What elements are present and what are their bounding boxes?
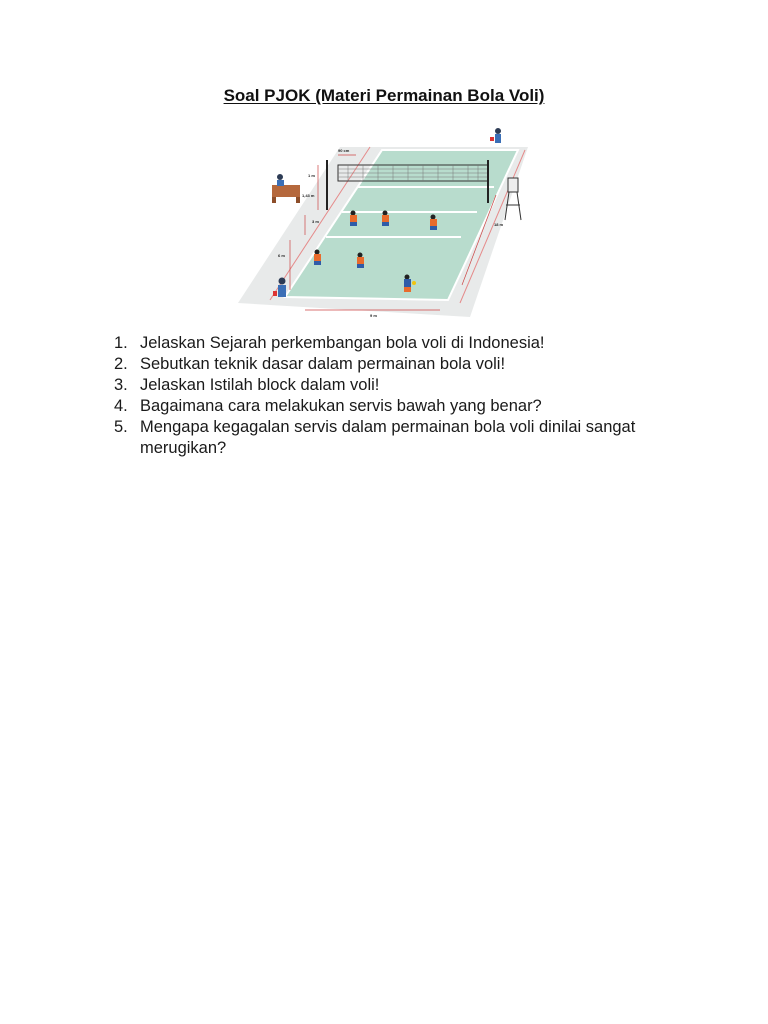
question-number: 2. — [114, 355, 128, 373]
label-back-zone: 6 m — [278, 253, 285, 258]
line-judge-top — [490, 128, 501, 143]
list-item — [114, 333, 674, 354]
label-court-width: 9 m — [370, 313, 377, 318]
list-item — [114, 396, 674, 417]
question-text: Bagaimana cara melakukan servis bawah yang benar? — [140, 397, 542, 415]
list-item — [114, 354, 674, 375]
label-net-height: 1 m — [308, 173, 315, 178]
question-text: Sebutkan teknik dasar dalam permainan bola voli! — [140, 355, 506, 373]
question-list — [114, 333, 674, 459]
label-attack-zone: 3 m — [312, 219, 319, 224]
question-number: 1. — [114, 334, 128, 352]
question-text: Jelaskan Sejarah perkembangan bola voli di Indonesia! — [140, 334, 545, 352]
list-item — [114, 417, 674, 459]
label-court-length: 18 m — [494, 222, 504, 227]
question-number: 3. — [114, 376, 128, 394]
page-title: Soal PJOK (Materi Permainan Bola Voli) — [223, 86, 545, 105]
question-text: Jelaskan Istilah block dalam voli! — [140, 376, 380, 394]
label-net-width: 90 cm — [338, 148, 350, 153]
volleyball-court-illustration — [230, 125, 540, 325]
scorer-table — [272, 174, 300, 203]
list-item — [114, 375, 674, 396]
label-post-height: 1,43 m — [302, 193, 315, 198]
question-text: Mengapa kegagalan servis dalam permainan bola voli dinilai sangat merugikan? — [140, 418, 636, 457]
question-number: 4. — [114, 397, 128, 415]
question-number: 5. — [114, 418, 128, 436]
